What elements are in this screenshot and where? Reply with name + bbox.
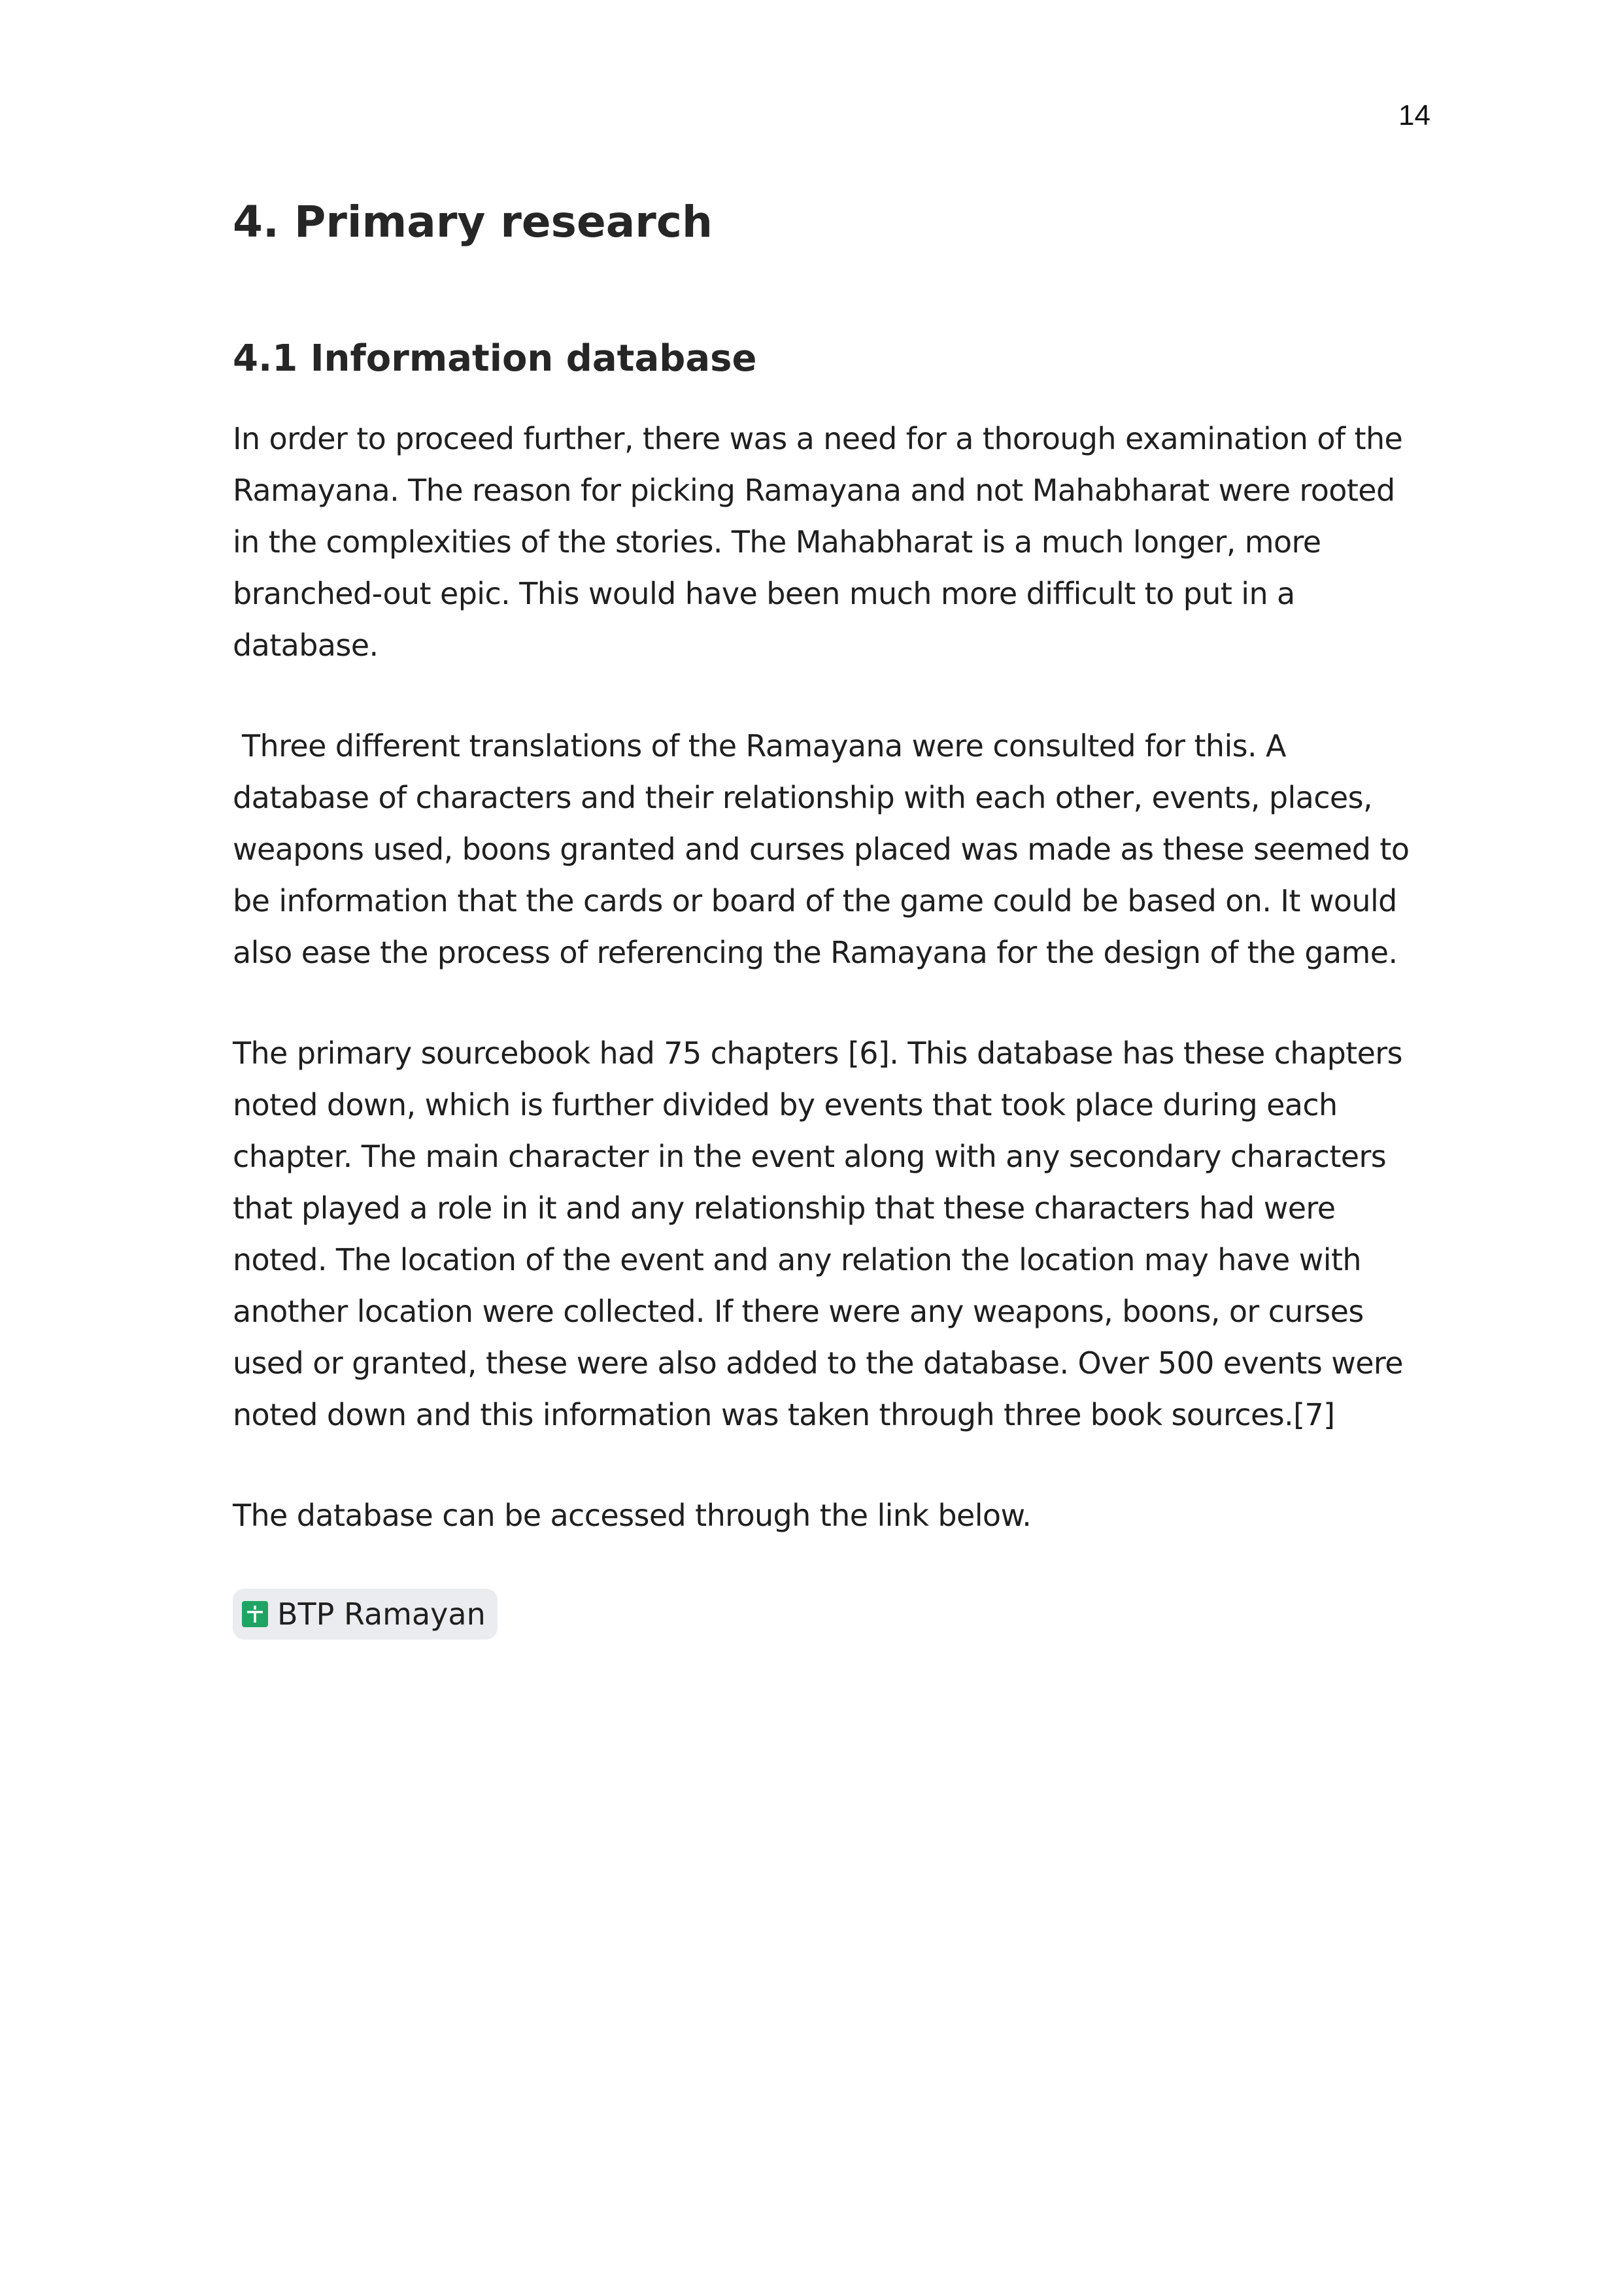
section-heading: 4. Primary research	[233, 197, 713, 247]
page-number: 14	[1398, 99, 1430, 131]
database-link-chip[interactable]	[233, 1589, 498, 1640]
subsection-heading: 4.1 Information database	[233, 337, 757, 380]
google-sheets-icon	[242, 1601, 268, 1627]
body-paragraph: The primary sourcebook had 75 chapters [6]. This database has these chapters noted down, which is further divided by events that took place during each chapter. The main character in the event along with any secondary characters that played a role in it and any relationship that these characters had were noted. The location of the event and any relation the location may have with another location were collected. If there were any weapons, boons, or curses used or granted, these were also added to the database. Over 500 events were noted down and this information was taken through three book sources.[7]	[233, 1036, 1403, 1433]
database-link-label: BTP Ramayan	[277, 1596, 486, 1632]
body-paragraph: The database can be accessed through the link below.	[233, 1498, 1032, 1534]
body-paragraph: In order to proceed further, there was a need for a thorough examination of the Ramayana. The reason for picking Ramayana and not Mahabharat were rooted in the complexities of the stories. The Mahabharat is a much longer, more branched-out epic. This would have been much more difficult to put in a database.	[233, 421, 1403, 664]
body-paragraph: Three different translations of the Ramayana were consulted for this. A database of characters and their relationship with each other, events, places, weapons used, boons granted and curses placed was made as these seemed to be information that the cards or board of the game could be based on. It would also ease the process of referencing the Ramayana for the design of the game.	[233, 728, 1419, 971]
document-body	[233, 196, 1429, 1640]
